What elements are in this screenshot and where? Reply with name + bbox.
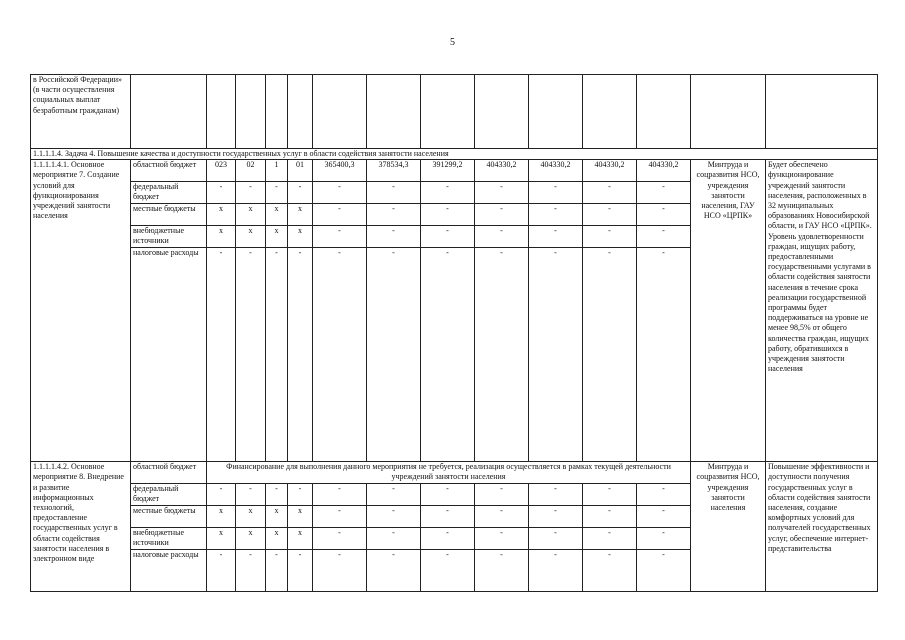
amount-cell: -: [583, 484, 637, 506]
code-cell: -: [266, 248, 288, 462]
amount-cell: -: [529, 204, 583, 226]
amount-cell: -: [421, 248, 475, 462]
code-cell: -: [207, 484, 236, 506]
code-cell: -: [288, 182, 313, 204]
continuation-row: [31, 75, 878, 149]
amount-cell: -: [313, 506, 367, 528]
task-row: [31, 149, 878, 160]
code-cell: 02: [236, 160, 266, 182]
amount-cell: -: [583, 550, 637, 592]
amount-cell: -: [421, 226, 475, 248]
code-cell: х: [236, 226, 266, 248]
amount-cell: -: [475, 484, 529, 506]
amount-cell: -: [421, 182, 475, 204]
event-2-result: Повышение эффективности и доступности получения государственных услуг в области содействия занятости населения, создание комфортных условий для получателей государственных услуг, обеспечение интернет-представительства: [766, 462, 878, 592]
amount-cell: -: [637, 204, 691, 226]
amount-cell: -: [475, 506, 529, 528]
funding-source: местные бюджеты: [131, 506, 207, 528]
amount-cell: -: [637, 182, 691, 204]
code-cell: -: [207, 182, 236, 204]
code-cell: 023: [207, 160, 236, 182]
amount-cell: -: [313, 484, 367, 506]
program-events-table: [30, 74, 878, 592]
code-cell: х: [288, 528, 313, 550]
funding-source: федеральный бюджет: [131, 182, 207, 204]
code-cell: х: [266, 226, 288, 248]
funding-source: внебюджетные источники: [131, 528, 207, 550]
amount-cell: -: [421, 506, 475, 528]
amount-cell: -: [637, 550, 691, 592]
code-cell: 1: [266, 160, 288, 182]
amount-cell: -: [421, 204, 475, 226]
amount-cell: -: [367, 550, 421, 592]
amount-cell: -: [583, 204, 637, 226]
page-number: 5: [450, 37, 455, 48]
code-cell: -: [288, 248, 313, 462]
code-cell: -: [288, 484, 313, 506]
event-1-name: 1.1.1.1.4.1. Основное мероприятие 7. Создание условий для функционирования учреждений занятости населения: [31, 160, 131, 462]
code-cell: х: [288, 204, 313, 226]
amount-cell: 391299,2: [421, 160, 475, 182]
code-cell: х: [207, 204, 236, 226]
event-1-executor: Минтруда и соцразвития НСО, учреждения занятости населения, ГАУ НСО «ЦРПК»: [691, 160, 766, 462]
table-row: [31, 462, 878, 484]
code-cell: -: [266, 182, 288, 204]
amount-cell: -: [637, 248, 691, 462]
code-cell: х: [288, 226, 313, 248]
amount-cell: -: [421, 484, 475, 506]
amount-cell: -: [475, 226, 529, 248]
amount-cell: -: [421, 550, 475, 592]
amount-cell: -: [367, 226, 421, 248]
code-cell: -: [288, 550, 313, 592]
amount-cell: -: [583, 248, 637, 462]
code-cell: х: [236, 506, 266, 528]
event-2-executor: Минтруда и соцразвития НСО, учреждения занятости населения: [691, 462, 766, 592]
code-cell: х: [266, 528, 288, 550]
funding-note: Финансирование для выполнения данного мероприятия не требуется, реализация осуществляется в рамках текущей деятельности учреждений занятости населения: [207, 462, 691, 484]
amount-cell: -: [529, 506, 583, 528]
amount-cell: -: [313, 528, 367, 550]
amount-cell: 404330,2: [637, 160, 691, 182]
amount-cell: -: [529, 528, 583, 550]
event-2-name: 1.1.1.1.4.2. Основное мероприятие 8. Внедрение и развитие информационных технологий, предоставление государственных услуг в области содействия занятости населения в электронном виде: [31, 462, 131, 592]
amount-cell: -: [583, 506, 637, 528]
funding-source: областной бюджет: [131, 160, 207, 182]
code-cell: х: [236, 204, 266, 226]
code-cell: -: [207, 550, 236, 592]
amount-cell: -: [367, 248, 421, 462]
amount-cell: -: [583, 226, 637, 248]
amount-cell: -: [475, 204, 529, 226]
amount-cell: -: [583, 182, 637, 204]
code-cell: х: [266, 506, 288, 528]
amount-cell: -: [313, 248, 367, 462]
amount-cell: -: [475, 550, 529, 592]
amount-cell: -: [313, 204, 367, 226]
amount-cell: -: [475, 248, 529, 462]
amount-cell: 404330,2: [475, 160, 529, 182]
code-cell: -: [266, 550, 288, 592]
continuation-text: в Российской Федерации» (в части осуществления социальных выплат безработным гражданам): [31, 75, 131, 149]
code-cell: х: [266, 204, 288, 226]
funding-source: местные бюджеты: [131, 204, 207, 226]
amount-cell: 365400,3: [313, 160, 367, 182]
amount-cell: -: [421, 528, 475, 550]
amount-cell: -: [367, 182, 421, 204]
amount-cell: -: [637, 484, 691, 506]
code-cell: х: [207, 506, 236, 528]
amount-cell: -: [637, 506, 691, 528]
code-cell: -: [266, 484, 288, 506]
table-row: [31, 160, 878, 182]
code-cell: х: [207, 226, 236, 248]
amount-cell: -: [529, 248, 583, 462]
code-cell: х: [236, 528, 266, 550]
amount-cell: -: [313, 182, 367, 204]
code-cell: х: [288, 506, 313, 528]
amount-cell: -: [367, 528, 421, 550]
amount-cell: -: [313, 550, 367, 592]
amount-cell: -: [529, 182, 583, 204]
code-cell: -: [207, 248, 236, 462]
code-cell: -: [236, 484, 266, 506]
amount-cell: -: [367, 484, 421, 506]
amount-cell: -: [367, 204, 421, 226]
amount-cell: -: [637, 528, 691, 550]
funding-source: налоговые расходы: [131, 248, 207, 462]
amount-cell: -: [529, 226, 583, 248]
amount-cell: -: [637, 226, 691, 248]
amount-cell: -: [475, 182, 529, 204]
amount-cell: -: [313, 226, 367, 248]
code-cell: х: [207, 528, 236, 550]
funding-source: внебюджетные источники: [131, 226, 207, 248]
amount-cell: 378534,3: [367, 160, 421, 182]
amount-cell: 404330,2: [529, 160, 583, 182]
code-cell: 01: [288, 160, 313, 182]
amount-cell: -: [475, 528, 529, 550]
funding-source: областной бюджет: [131, 462, 207, 484]
code-cell: -: [236, 182, 266, 204]
amount-cell: -: [583, 528, 637, 550]
amount-cell: -: [367, 506, 421, 528]
funding-source: федеральный бюджет: [131, 484, 207, 506]
event-1-result: Будет обеспечено функционирование учреждений занятости населения, расположенных в 32 муниципальных образованиях Новосибирской области, и ГАУ НСО «ЦРПК». Уровень удовлетворенности граждан, ищущих работу, предоставленными государственными услугами в области содействия занятости населения в течение срока реализации государственной программы будет поддерживаться на уровне не менее 98,5% от общего количества граждан, ищущих работу, обратившихся в учреждения занятости населения: [766, 160, 878, 462]
task-title: 1.1.1.1.4. Задача 4. Повышение качества и доступности государственных услуг в области содействия занятости населения: [31, 149, 878, 160]
amount-cell: 404330,2: [583, 160, 637, 182]
funding-source: налоговые расходы: [131, 550, 207, 592]
code-cell: -: [236, 248, 266, 462]
amount-cell: -: [529, 484, 583, 506]
amount-cell: -: [529, 550, 583, 592]
code-cell: -: [236, 550, 266, 592]
